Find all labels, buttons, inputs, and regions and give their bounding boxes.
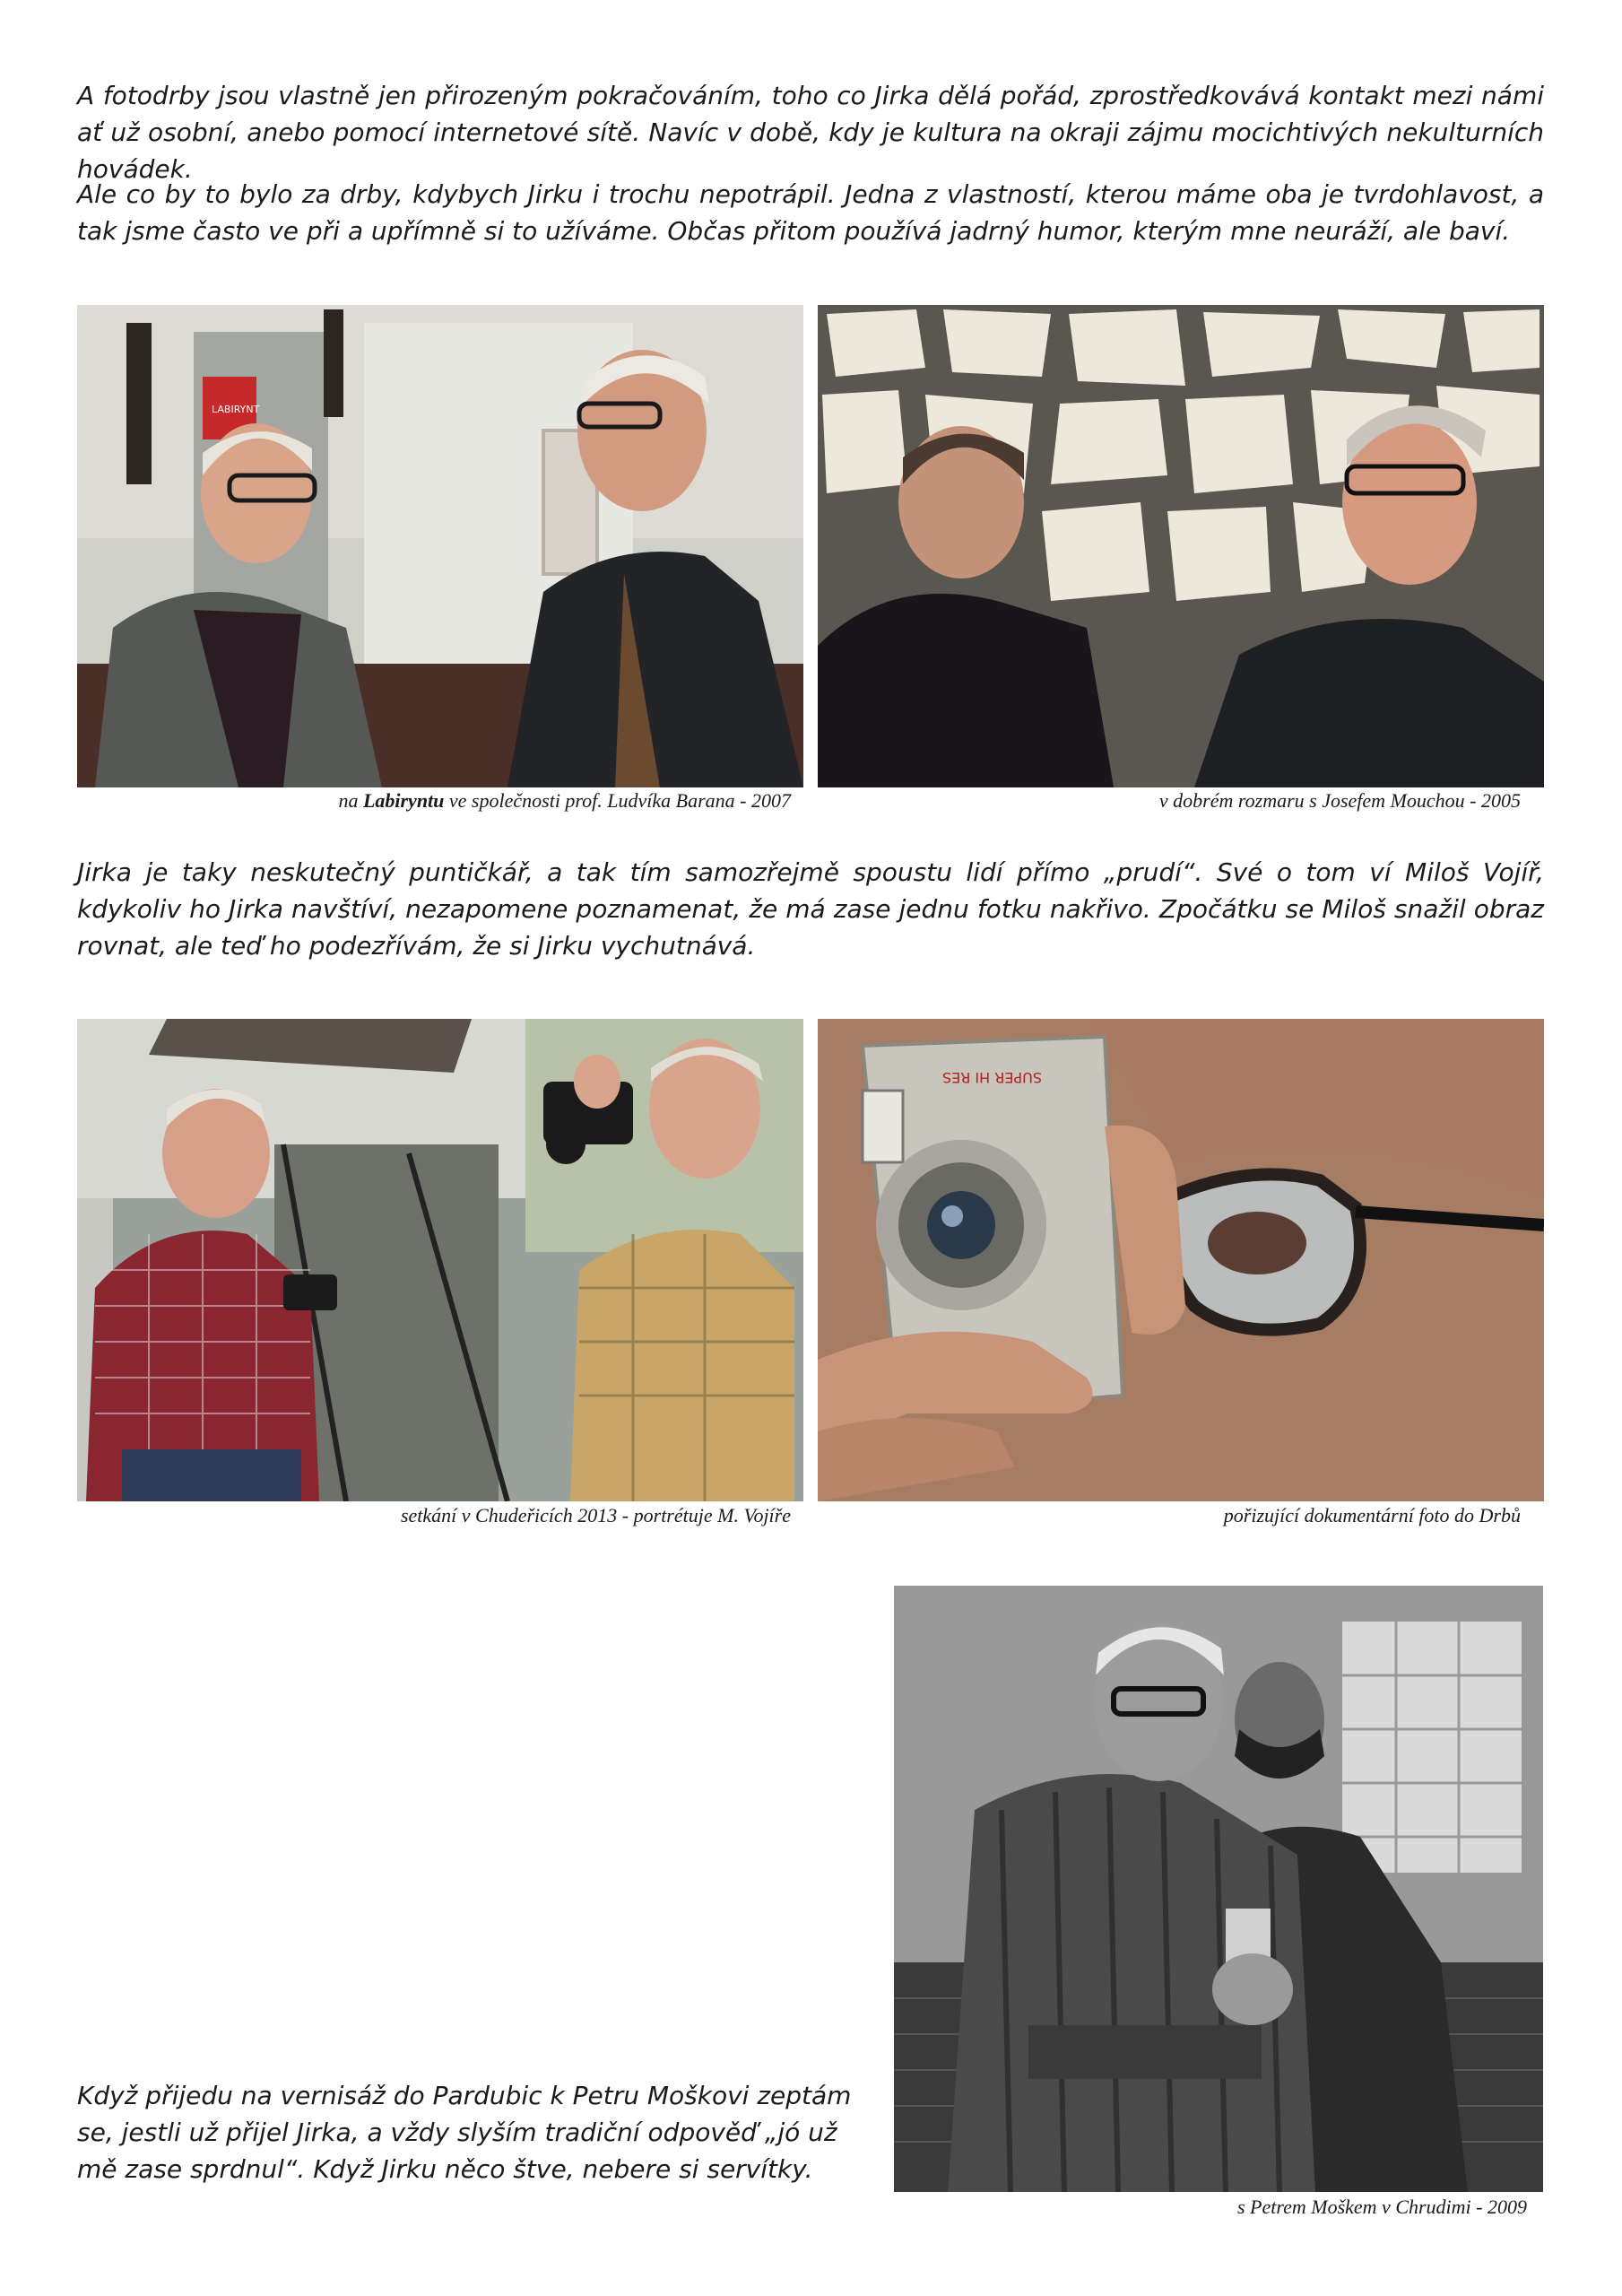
paragraph-stubbornness: Ale co by to bylo za drby, kdybych Jirku i trochu nepotrápil. Jedna z vlastností, kterou máme oba je tvrdohlavost, a tak jsme často ve při a upřímně si to užíváme. Občas přitom používá jadrný humor, kterým mne neuráží, ale baví. bbox=[77, 179, 1544, 246]
caption-labyrint-bold: Labiryntu bbox=[362, 789, 445, 812]
caption-chuderice: setkání v Chudeřicích 2013 - portrétuje M. Vojíře bbox=[400, 1504, 791, 1526]
photo-camera-closeup bbox=[818, 1019, 1544, 1501]
caption-moucha: v dobrém rozmaru s Josefem Mouchou - 2005 bbox=[1158, 789, 1521, 812]
paragraph-pardubice: Když přijedu na vernisáž do Pardubic k Petru Moškovi zeptám se, jestli už přijel Jirka, a vždy slyším tradiční odpověď „jó už mě zase sprdnul“. Když Jirku něco štve, nebere si servítky. bbox=[77, 2081, 852, 2184]
caption-labyrint bbox=[77, 789, 803, 813]
poster-text: LABIRYNT bbox=[212, 404, 260, 415]
paragraph-intro: A fotodrby jsou vlastně jen přirozeným pokračováním, toho co Jirka dělá pořád, zprostředkovává kontakt mezi námi ať už osobní, anebo pomocí internetové sítě. Navíc v době, kdy je kultura na okraji zájmu mocichtivých nekulturních hovádek. bbox=[77, 81, 1544, 184]
photo-moucha bbox=[818, 305, 1544, 787]
photo-chrudim bbox=[894, 1586, 1543, 2192]
caption-chrudim: s Petrem Moškem v Chrudimi - 2009 bbox=[1236, 2196, 1527, 2218]
photo-chuderice bbox=[77, 1019, 803, 1501]
photo-labyrint-baran bbox=[77, 305, 803, 787]
paragraph-punticker: Jirka je taky neskutečný puntičkář, a tak tím samozřejmě spoustu lidí přímo „prudí“. Své o tom ví Miloš Vojíř, kdykoliv ho Jirka navštíví, nezapomene poznamenat, že má zase jednu fotku nakřivo. Zpočátku se Miloš snažil obraz rovnat, ale teď ho podezřívám, že si Jirku vychutnává. bbox=[77, 857, 1544, 961]
caption-labyrint-suffix: ve společnosti prof. Ludvíka Barana - 2007 bbox=[444, 789, 791, 812]
caption-labyrint-prefix: na bbox=[338, 789, 363, 812]
caption-camera-closeup: pořizující dokumentární foto do Drbů bbox=[1223, 1504, 1521, 1526]
svg-text:SUPER HI RES: SUPER HI RES bbox=[941, 1069, 1042, 1086]
